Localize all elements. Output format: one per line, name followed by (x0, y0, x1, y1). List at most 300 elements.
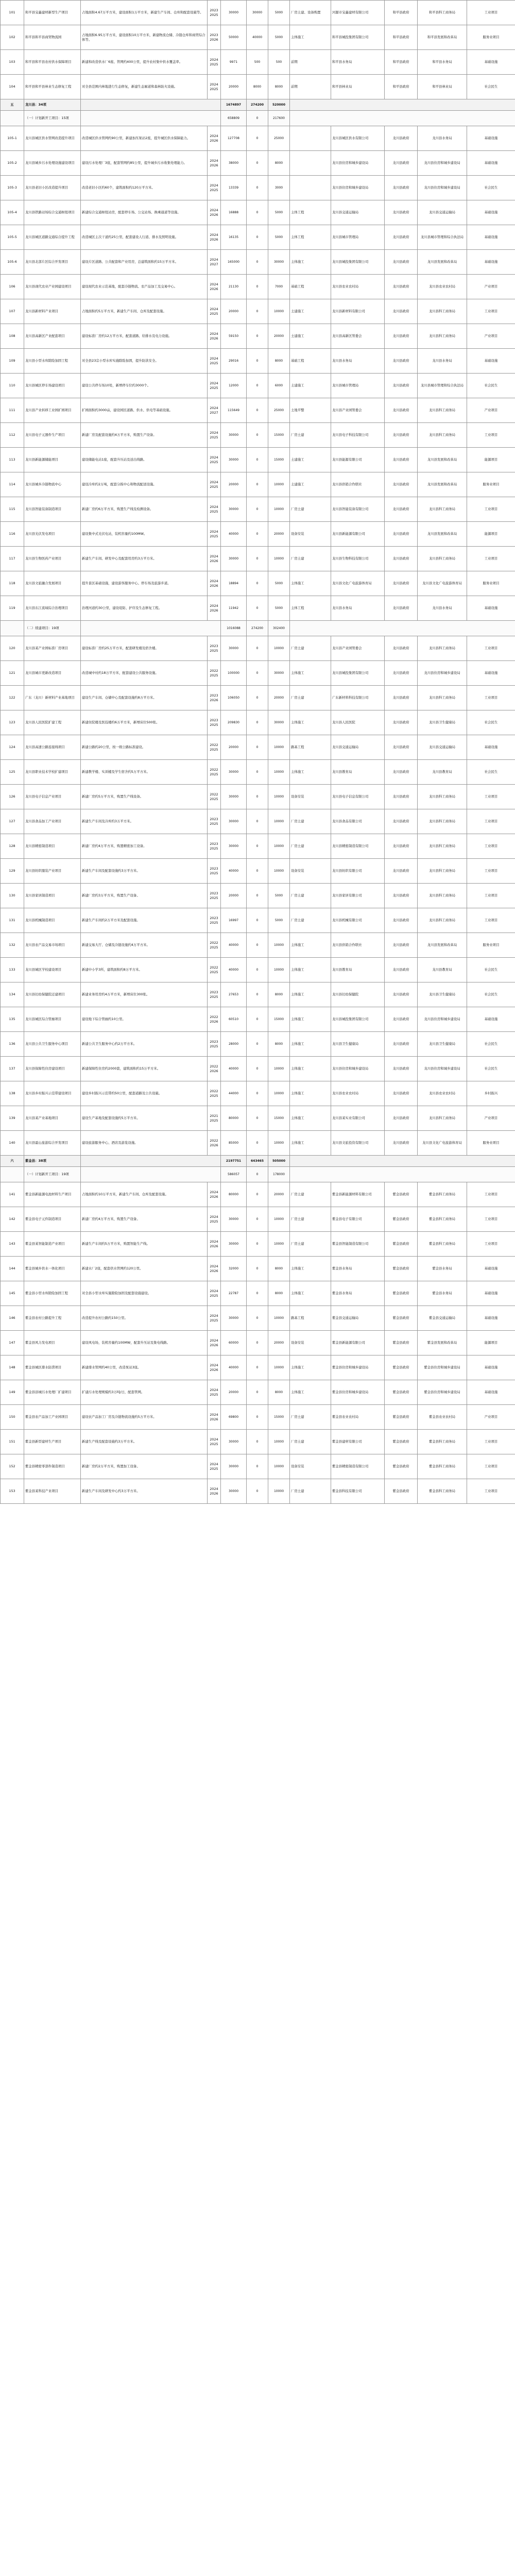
row-number: 121 (1, 661, 24, 686)
project-row (1, 636, 515, 661)
end-year: 2025 (210, 1318, 218, 1323)
construction-content: 主体施工 (290, 1131, 331, 1156)
row-number: 136 (1, 1032, 24, 1057)
project-content: 改造提升农村公路约150公里。 (81, 1306, 208, 1331)
responsible-department: 龙川县卫生健康局 (418, 1032, 467, 1057)
responsible-government: 紫金县政府 (385, 1281, 418, 1306)
project-period (208, 1306, 221, 1331)
total-investment: 30000 (221, 497, 247, 522)
responsible-government: 龙川县政府 (385, 1057, 418, 1081)
construction-content: 厂房土建 (290, 809, 331, 834)
responsible-government: 龙川县政府 (385, 1007, 418, 1032)
project-content: 新建保障性住房约2000套，建筑面积约15万平方米。 (81, 1057, 208, 1081)
owner-unit: 龙川县水务局 (331, 349, 385, 374)
owner-unit: 和平县城投集团有限公司 (331, 25, 385, 50)
end-year: 2025 (210, 460, 218, 464)
completed-investment: 0 (247, 809, 268, 834)
start-year: 2024 (210, 82, 218, 87)
responsible-department: 龙川县发展和改革局 (418, 448, 467, 472)
start-year: 2024 (210, 307, 218, 312)
row-number: 104 (1, 75, 24, 99)
start-year: 2022 (210, 1015, 218, 1020)
responsible-government: 龙川县政府 (385, 785, 418, 809)
row-number: 139 (1, 1106, 24, 1131)
construction-content: 土地平整 (290, 398, 331, 423)
annual-plan: 10000 (268, 1057, 290, 1081)
project-period (208, 374, 221, 398)
completed-investment: 0 (247, 785, 268, 809)
owner-unit: 龙川县城市管理局 (331, 374, 385, 398)
annual-plan: 3000 (268, 176, 290, 200)
project-name: 龙川县乡村振兴示范带建设项目 (24, 1081, 81, 1106)
project-category: 服务业项目 (467, 933, 515, 958)
annual-plan: 10000 (268, 809, 290, 834)
project-name: 龙川县某产业基地项目 (24, 1106, 81, 1131)
completed-investment: 0 (247, 1131, 268, 1156)
construction-content: 路基工程 (290, 735, 331, 760)
annual-plan: 10000 (268, 299, 290, 324)
responsible-department: 紫金县水务局 (418, 1281, 467, 1306)
project-category: 工业项目 (467, 1479, 515, 1504)
project-category: 基础设施 (467, 1380, 515, 1405)
project-name: 龙川县电子元器件生产项目 (24, 423, 81, 448)
completed-investment: 0 (247, 398, 268, 423)
total-investment: 30000 (221, 636, 247, 661)
row-number: 132 (1, 933, 24, 958)
project-name: 紫金县农产品加工产业园项目 (24, 1405, 81, 1430)
row-number: 103 (1, 50, 24, 75)
total-investment: 115649 (221, 398, 247, 423)
responsible-government: 和平县政府 (385, 1, 418, 25)
project-period (208, 225, 221, 250)
project-period (208, 250, 221, 275)
start-year: 2024 (210, 183, 218, 188)
responsible-department: 紫金县交通运输局 (418, 1306, 467, 1331)
annual-plan: 10000 (268, 1479, 290, 1504)
annual-plan: 8000 (268, 151, 290, 176)
completed-investment: 0 (247, 299, 268, 324)
construction-content: 厂房土建 (290, 834, 331, 859)
completed-investment: 0 (247, 200, 268, 225)
row-number: 152 (1, 1454, 24, 1479)
owner-unit: 龙川县卫生健康局 (331, 1032, 385, 1057)
responsible-government: 龙川县政府 (385, 250, 418, 275)
project-period (208, 1057, 221, 1081)
annual-plan: 10000 (268, 1232, 290, 1257)
start-year: 2021 (210, 1114, 218, 1118)
project-content: 新建生产车间及冷库约3万平方米。 (81, 809, 208, 834)
project-content: 新建厂房约6万平方米，购置生产线及检测设备。 (81, 497, 208, 522)
project-period (208, 1106, 221, 1131)
project-name: 紫金县小型水库除险加固工程 (24, 1281, 81, 1306)
row-number: 127 (1, 809, 24, 834)
owner-unit: 紫金县住房和城乡建设局 (331, 1380, 385, 1405)
county-heading-row (1, 1156, 515, 1167)
owner-unit: 龙川县文旅投资有限公司 (331, 1131, 385, 1156)
start-year: 2024 (210, 258, 218, 262)
project-content: 改造城中村约18万平方米，配套建设公共服务设施。 (81, 661, 208, 686)
end-year: 2026 (210, 1367, 218, 1372)
completed-investment: 0 (247, 1057, 268, 1081)
project-name: 紫金县电子元件制造项目 (24, 1207, 81, 1232)
project-category: 工业项目 (467, 785, 515, 809)
project-period (208, 908, 221, 933)
annual-plan: 15000 (268, 423, 290, 448)
project-period (208, 200, 221, 225)
responsible-department: 紫金县科工商务局 (418, 1207, 467, 1232)
project-period (208, 299, 221, 324)
construction-content: 主体施工 (290, 1007, 331, 1032)
project-row (1, 908, 515, 933)
start-year: 2022 (210, 1089, 218, 1094)
project-name: 紫金县精密零部件制造项目 (24, 1454, 81, 1479)
start-year: 2024 (210, 431, 218, 435)
project-content: 新建生产车间及配套设施约3万平方米。 (81, 859, 208, 884)
project-row (1, 275, 515, 299)
owner-unit: 龙川县妇幼保健院 (331, 982, 385, 1007)
project-period (208, 710, 221, 735)
responsible-department: 龙川县文化广电旅游体育局 (418, 1131, 467, 1156)
responsible-department: 龙川县农业农村局 (418, 1081, 467, 1106)
annual-plan: 20000 (268, 1331, 290, 1355)
annual-plan: 25000 (268, 126, 290, 151)
end-year: 2025 (210, 994, 218, 999)
annual-plan: 30000 (268, 661, 290, 686)
project-name: 龙川县高速公路连接线项目 (24, 735, 81, 760)
project-name: 龙川县城区学校建设项目 (24, 958, 81, 982)
row-number: 110 (1, 374, 24, 398)
project-category: 基础设施 (467, 1306, 515, 1331)
owner-unit: 龙川县文化广电旅游体育局 (331, 571, 385, 596)
project-row (1, 151, 515, 176)
project-period (208, 176, 221, 200)
responsible-government: 龙川县政府 (385, 958, 418, 982)
start-year: 2024 (210, 406, 218, 411)
start-year: 2024 (210, 480, 218, 485)
owner-unit: 龙川县水务局 (331, 596, 385, 621)
responsible-government: 龙川县政府 (385, 1081, 418, 1106)
project-name: 龙川县老旧小区改造提升项目 (24, 176, 81, 200)
responsible-government: 龙川县政府 (385, 710, 418, 735)
project-content: 建设农产品加工厂房及冷链物流设施约5万平方米。 (81, 1405, 208, 1430)
project-row (1, 571, 515, 596)
project-content: 新建住院楼及医技楼约6万平方米，新增床位500张。 (81, 710, 208, 735)
responsible-government: 龙川县政府 (385, 908, 418, 933)
annual-plan: 8000 (268, 1380, 290, 1405)
responsible-department: 龙川县交通运输局 (418, 735, 467, 760)
responsible-department: 和平县发展和改革局 (418, 25, 467, 50)
project-content: 新建生产线及配套设施约3万平方米。 (81, 1430, 208, 1454)
project-content: 新建公共卫生服务中心约2万平方米。 (81, 1032, 208, 1057)
project-name: 龙川县人民医院扩建工程 (24, 710, 81, 735)
total-investment: 21130 (221, 275, 247, 299)
project-period (208, 1081, 221, 1106)
annual-plan: 520000 (268, 99, 290, 111)
total-investment: 30000 (221, 1232, 247, 1257)
responsible-government: 龙川县政府 (385, 686, 418, 710)
project-content: 建设地下综合管廊约10公里。 (81, 1007, 208, 1032)
project-category: 工业项目 (467, 423, 515, 448)
row-number: 120 (1, 636, 24, 661)
category-heading-row (1, 1167, 515, 1182)
project-period (208, 1, 221, 25)
responsible-department: 紫金县农业农村局 (418, 1405, 467, 1430)
responsible-government: 龙川县政府 (385, 324, 418, 349)
project-period (208, 785, 221, 809)
end-year: 2026 (210, 163, 218, 167)
end-year: 2025 (210, 846, 218, 851)
row-number: 111 (1, 398, 24, 423)
project-content: 扩园面积约3000亩，建设园区道路、供水、供电等基础设施。 (81, 398, 208, 423)
project-content: 建设污水处理厂3座，配套管网约85公里，提升城乡污水收集处理能力。 (81, 151, 208, 176)
start-year: 2023 (210, 644, 218, 649)
project-name: 龙川县职业技术学校扩建项目 (24, 760, 81, 785)
annual-plan: 15000 (268, 1007, 290, 1032)
row-number: 105-6 (1, 250, 24, 275)
total-investment: 50000 (221, 25, 247, 50)
construction-content: 设备安装 (290, 785, 331, 809)
start-year: 2022 (210, 941, 218, 945)
project-period (208, 398, 221, 423)
annual-plan: 10000 (268, 1306, 290, 1331)
project-row (1, 1380, 515, 1405)
annual-plan: 10000 (268, 735, 290, 760)
responsible-department: 龙川县教育局 (418, 958, 467, 982)
start-year: 2024 (210, 1338, 218, 1343)
end-year: 2026 (210, 1268, 218, 1273)
row-number: 116 (1, 522, 24, 547)
construction-content: 主体施工 (290, 760, 331, 785)
project-row (1, 735, 515, 760)
responsible-government: 龙川县政府 (385, 982, 418, 1007)
owner-unit: 龙川县产业园管委会 (331, 636, 385, 661)
start-year: 2022 (210, 792, 218, 797)
project-content: 改造城区供水管网约90公里，新建加压泵站2座，提升城区供水保障能力。 (81, 126, 208, 151)
responsible-department: 龙川县发展和改革局 (418, 522, 467, 547)
construction-content: 主体施工 (290, 982, 331, 1007)
responsible-department: 龙川县水务局 (418, 596, 467, 621)
empty-cell (81, 99, 221, 111)
project-category: 能源项目 (467, 1331, 515, 1355)
completed-investment: 0 (247, 1454, 268, 1479)
end-year: 2025 (210, 1118, 218, 1123)
annual-plan: 217600 (268, 111, 290, 126)
responsible-department: 龙川县交通运输局 (418, 200, 467, 225)
project-category: 社会民生 (467, 1057, 515, 1081)
start-year: 2024 (210, 1388, 218, 1393)
row-number: 135 (1, 1007, 24, 1032)
project-category: 基础设施 (467, 151, 515, 176)
responsible-department: 龙川县科工商务局 (418, 324, 467, 349)
project-category: 基础设施 (467, 200, 515, 225)
row-number: 125 (1, 760, 24, 785)
project-name: 紫金县某科技产业项目 (24, 1479, 81, 1504)
total-investment: 165000 (221, 250, 247, 275)
project-category: 基础设施 (467, 1257, 515, 1281)
completed-investment: 0 (247, 1167, 268, 1182)
project-period (208, 448, 221, 472)
construction-content: 厂房土建 (290, 1182, 331, 1207)
annual-plan: 10000 (268, 1430, 290, 1454)
project-content: 对全县小型水库实施除险加固及配套设施建设。 (81, 1281, 208, 1306)
project-name: 紫金县风力发电项目 (24, 1331, 81, 1355)
row-number: 105-5 (1, 225, 24, 250)
project-category: 产业项目 (467, 1405, 515, 1430)
construction-content: 厂房土建 (290, 636, 331, 661)
project-name: 紫金县新型建材生产项目 (24, 1430, 81, 1454)
project-name: 龙川县霍山旅游综合开发项目 (24, 1131, 81, 1156)
end-year: 2025 (210, 1293, 218, 1298)
responsible-department: 龙川县住房和城乡建设局 (418, 661, 467, 686)
start-year: 2023 (210, 867, 218, 871)
total-investment: 106050 (221, 686, 247, 710)
project-category: 工业项目 (467, 1182, 515, 1207)
responsible-government: 和平县政府 (385, 25, 418, 50)
completed-investment: 0 (247, 472, 268, 497)
project-name: 龙川县农产品交易市场项目 (24, 933, 81, 958)
end-year: 2026 (210, 558, 218, 563)
project-content: 建设公共停车场10处，新增停车位约3000个。 (81, 374, 208, 398)
start-year: 2022 (210, 1064, 218, 1069)
end-year: 2026 (210, 583, 218, 588)
project-category: 社会民生 (467, 958, 515, 982)
end-year: 2025 (210, 385, 218, 390)
project-row (1, 1106, 515, 1131)
project-row (1, 661, 515, 686)
construction-content: 厂房土建 (290, 908, 331, 933)
completed-investment: 0 (247, 349, 268, 374)
construction-content: 主体施工 (290, 958, 331, 982)
end-year: 2025 (210, 772, 218, 776)
project-name: 龙川县城区道路交通综合提升工程 (24, 225, 81, 250)
responsible-department: 龙川县科工商务局 (418, 497, 467, 522)
end-year: 2025 (210, 1219, 218, 1224)
construction-content: 前期 (290, 75, 331, 99)
row-number: 137 (1, 1057, 24, 1081)
row-number: 六 (1, 1156, 24, 1167)
project-name: 龙川县小型水库除险加固工程 (24, 349, 81, 374)
total-investment: 16135 (221, 225, 247, 250)
row-number: 129 (1, 859, 24, 884)
annual-plan: 15000 (268, 448, 290, 472)
project-category: 工业项目 (467, 547, 515, 571)
project-name: 龙川县生物医药产业项目 (24, 547, 81, 571)
construction-content: 厂房土建 (290, 1479, 331, 1504)
project-period (208, 1430, 221, 1454)
total-investment: 20000 (221, 884, 247, 908)
owner-unit: 紫金县住房和城乡建设局 (331, 1355, 385, 1380)
responsible-government: 龙川县政府 (385, 884, 418, 908)
responsible-department: 紫金县科工商务局 (418, 1232, 467, 1257)
responsible-department: 龙川县科工商务局 (418, 398, 467, 423)
construction-content: 土建施工 (290, 324, 331, 349)
responsible-department: 龙川县农业农村局 (418, 275, 467, 299)
responsible-government: 龙川县政府 (385, 596, 418, 621)
category-heading: （二）续建项目：19项 (24, 621, 81, 636)
owner-unit: 和平县水务局 (331, 50, 385, 75)
empty-cell (81, 1156, 221, 1167)
project-row (1, 299, 515, 324)
total-investment: 12000 (221, 374, 247, 398)
total-investment: 30000 (221, 834, 247, 859)
category-heading-row (1, 111, 515, 126)
project-row (1, 374, 515, 398)
total-investment: 27653 (221, 982, 247, 1007)
project-name: 龙川县新能源储能项目 (24, 448, 81, 472)
completed-investment: 0 (247, 1106, 268, 1131)
project-name: 龙川县公共卫生服务中心项目 (24, 1032, 81, 1057)
row-number: 126 (1, 785, 24, 809)
project-row (1, 1182, 515, 1207)
responsible-department: 龙川县发展和改革局 (418, 250, 467, 275)
end-year: 2025 (210, 311, 218, 316)
empty-cell (1, 621, 24, 636)
project-category: 工业项目 (467, 1, 515, 25)
end-year: 2025 (210, 62, 218, 66)
total-investment: 13339 (221, 176, 247, 200)
completed-investment: 0 (247, 1032, 268, 1057)
total-investment: 20000 (221, 299, 247, 324)
project-period (208, 349, 221, 374)
start-year: 2022 (210, 743, 218, 748)
project-name: 龙川县新材料产业项目 (24, 299, 81, 324)
total-investment: 20000 (221, 1380, 247, 1405)
construction-content: 厂房土建 (290, 1207, 331, 1232)
construction-content: 设备安装 (290, 522, 331, 547)
project-content: 占地面积6.95万平方米，建设面积10万平方米，新建物流仓储、冷链仓库和商贸综合体等。 (81, 25, 208, 50)
completed-investment: 0 (247, 1479, 268, 1504)
responsible-government: 龙川县政府 (385, 571, 418, 596)
category-heading-row (1, 621, 515, 636)
start-year: 2024 (210, 282, 218, 287)
project-row (1, 1281, 515, 1306)
total-investment: 30000 (221, 1454, 247, 1479)
annual-plan: 15000 (268, 1106, 290, 1131)
construction-content: 主体施工 (290, 250, 331, 275)
responsible-government: 龙川县政府 (385, 225, 418, 250)
project-row (1, 1232, 515, 1257)
completed-investment: 0 (247, 275, 268, 299)
project-content: 新建水厂2座，配套供水管网约120公里。 (81, 1257, 208, 1281)
responsible-government: 龙川县政府 (385, 472, 418, 497)
row-number: 140 (1, 1131, 24, 1156)
row-number: 122 (1, 686, 24, 710)
project-category: 基础设施 (467, 225, 515, 250)
construction-content (290, 126, 331, 151)
responsible-government: 紫金县政府 (385, 1430, 418, 1454)
project-category: 能源项目 (467, 522, 515, 547)
owner-unit: 紫金县水务局 (331, 1281, 385, 1306)
construction-content: 主体施工 (290, 661, 331, 686)
completed-investment: 0 (247, 151, 268, 176)
completed-investment: 0 (247, 710, 268, 735)
project-period (208, 423, 221, 448)
responsible-government: 龙川县政府 (385, 423, 418, 448)
row-number: 115 (1, 497, 24, 522)
completed-investment: 0 (247, 908, 268, 933)
responsible-department: 紫金县住房和城乡建设局 (418, 1380, 467, 1405)
end-year: 2025 (210, 1093, 218, 1098)
total-investment: 1674897 (221, 99, 247, 111)
completed-investment: 0 (247, 111, 268, 126)
start-year: 2024 (210, 357, 218, 361)
end-year: 2025 (210, 484, 218, 489)
construction-content: 厂房土建 (290, 547, 331, 571)
start-year: 2023 (210, 916, 218, 921)
project-content: 新建和改造供水厂6座、管网约400公里，提升农村集中供水覆盖率。 (81, 50, 208, 75)
owner-unit: 龙川县教育局 (331, 760, 385, 785)
annual-plan: 8000 (268, 349, 290, 374)
